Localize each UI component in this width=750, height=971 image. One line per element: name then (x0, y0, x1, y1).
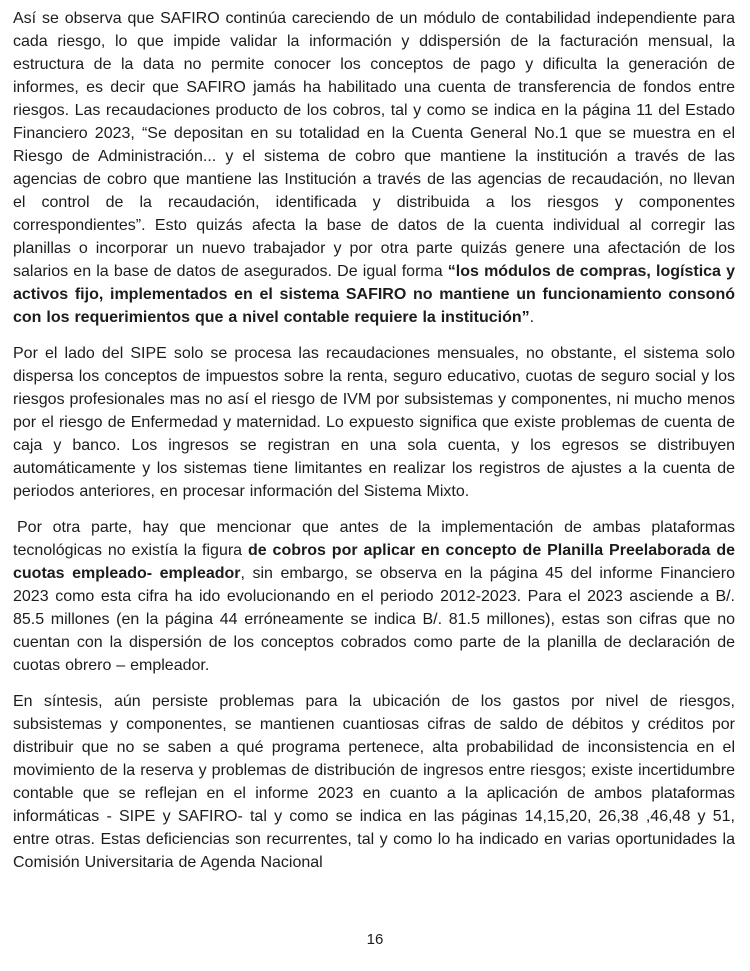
page-footer (0, 931, 750, 949)
text-run: Por otra parte, hay que mencionar que antes de la implementación de ambas plataformas tecnológicas no existía la figura (13, 519, 735, 559)
bold-text-run: “los módulos de compras, logística y activos fijo, implementados en el sistema SAFIRO no mantiene un funcionamiento consonó con los requerimientos que a nivel contable requiere la institución” (13, 263, 735, 326)
paragraph-planilla-preelaborada (13, 516, 735, 677)
text-run: En síntesis, aún persiste problemas para la ubicación de los gastos por nivel de riesgos, subsistemas y componentes, se mantienen cuantiosas cifras de saldo de débitos y créditos por distribuir que no se saben a qué programa pertenece, alta probabilidad de inconsistencia en el movimiento de la reserva y problemas de distribución de ingresos entre riesgos; existe incertidumbre contable que se reflejan en el informe 2023 en cuanto a la aplicación de ambos plataformas informáticas - SIPE y SAFIRO- tal y como se indica en las páginas 14,15,20, 26,38 ,46,48 y 51, entre otras. Estas deficiencias son recurrentes, tal y como lo ha indicado en varias oportunidades la Comisión Universitaria de Agenda Nacional (13, 693, 735, 871)
paragraph-sintesis (13, 690, 735, 874)
paragraph-sipe-recaudaciones (13, 342, 735, 503)
text-run: . (529, 309, 535, 326)
text-run: Así se observa que SAFIRO continúa careciendo de un módulo de contabilidad independiente para cada riesgo, lo que impide validar la información y ddispersión de la facturación mensual, la estructura de la data no permite conocer los conceptos de pago y dificulta la generación de informes, es decir que SAFIRO jamás ha habilitado una cuenta de transferencia de fondos entre riesgos. Las recaudaciones producto de los cobros, tal y como se indica en la página 11 del Estado Financiero 2023, “Se depositan en su totalidad en la Cuenta General No.1 que se muestra en el Riesgo de Administración... y el sistema de cobro que mantiene la institución a través de las agencias de cobro que mantiene las Institución a través de las agencias de recaudación, no llevan el control de la recaudación, identificada y distribuida a los riesgos y componentes correspondientes”. Esto quizás afecta la base de datos de la cuenta individual al corregir las planillas o incorporar un nuevo trabajador y por otra parte quizás genere una afectación de los salarios en la base de datos de asegurados. De igual forma (13, 10, 735, 280)
document-body (13, 7, 735, 874)
text-run: Por el lado del SIPE solo se procesa las recaudaciones mensuales, no obstante, el sistema solo dispersa los conceptos de impuestos sobre la renta, seguro educativo, cuotas de seguro social y los riesgos profesionales mas no así el riesgo de IVM por subsistemas y componentes, ni mucho menos por el riesgo de Enfermedad y maternidad. Lo expuesto significa que existe problemas de cuenta de caja y banco. Los ingresos se registran en una sola cuenta, y los egresos se distribuyen automáticamente y los sistemas tiene limitantes en realizar los registros de ajustes a la cuenta de periodos anteriores, en procesar información del Sistema Mixto. (13, 345, 735, 500)
bold-text-run: de cobros por aplicar en concepto de Planilla Preelaborada de cuotas empleado- empleador (13, 542, 736, 582)
paragraph-safiro-contabilidad (13, 7, 735, 329)
page-number: 16 (366, 931, 384, 948)
text-run: , sin embargo, se observa en la página 45 del informe Financiero 2023 como esta cifra ha ido evolucionando en el periodo 2012-2023. Para el 2023 asciende a B/. 85.5 millones (en la página 44 erróneamente se indica B/. 81.5 millones), estas son cifras que no cuentan con la dispersión de los conceptos cobrados como parte de la planilla de declaración de cuotas obrero – empleador. (13, 565, 735, 674)
